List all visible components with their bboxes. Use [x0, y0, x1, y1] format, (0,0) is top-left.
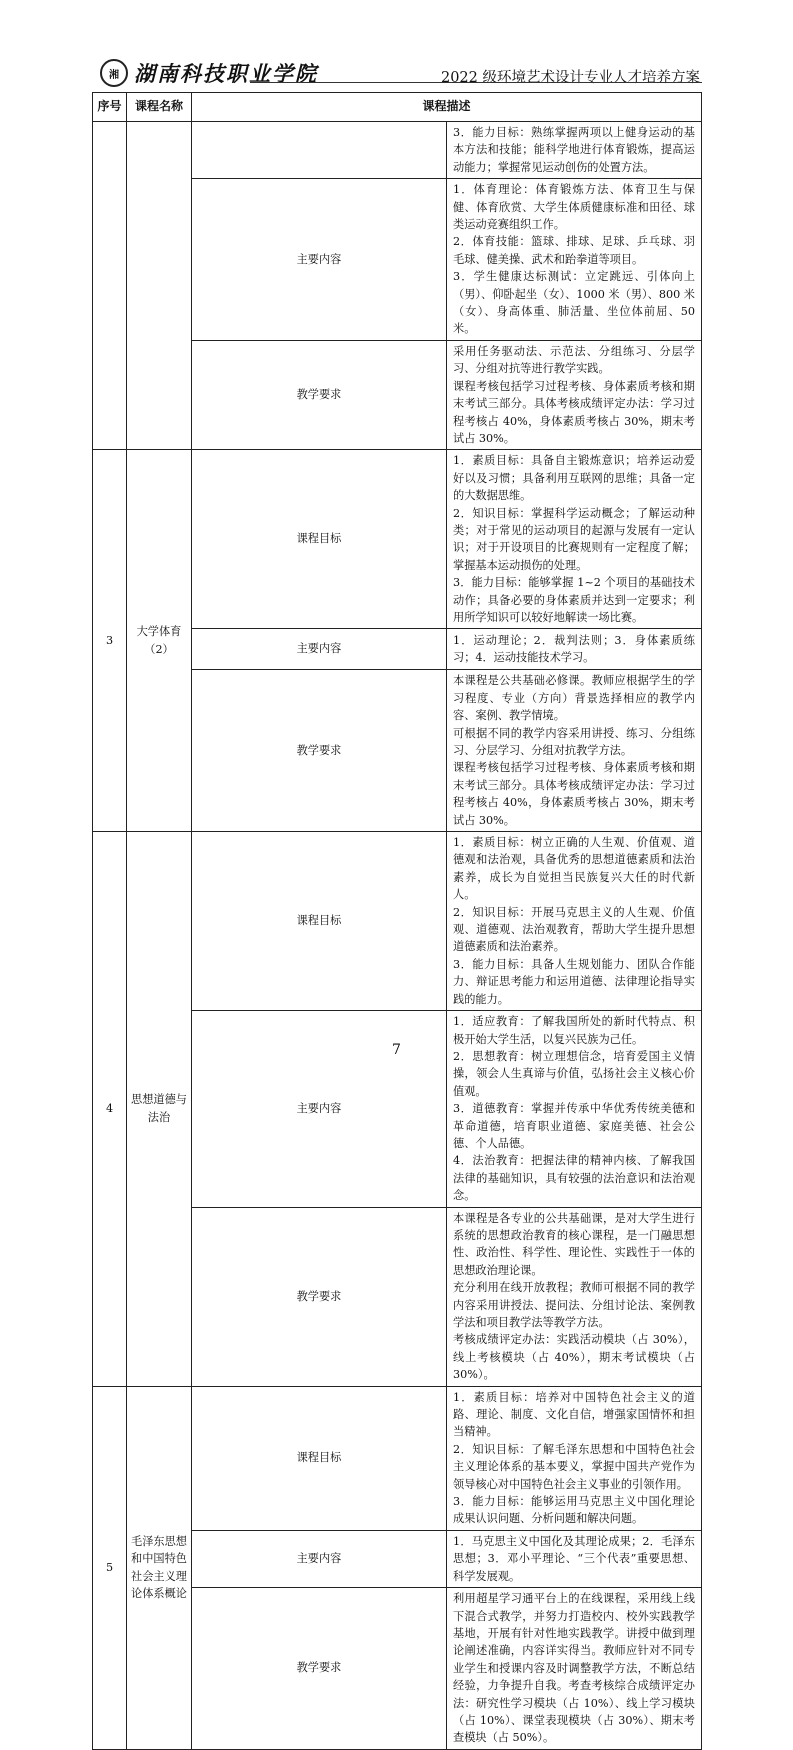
desc-line: 3．能力目标：熟练掌握两项以上健身运动的基本方法和技能；能科学地进行体育锻炼，提高运动能力；掌握常见运动创伤的处置方法。 — [453, 126, 695, 174]
req-label: 教学要求 — [192, 1207, 447, 1386]
desc-line: 1．体育理论：体育锻炼方法、体育卫生与保健、体育欣赏、大学生体质健康标准和田径、球类运动竞赛组织工作。 — [453, 183, 695, 232]
goals-cell — [447, 122, 702, 179]
row-no-cell — [93, 122, 127, 450]
desc-line: 1．素质目标：具备自主锻炼意识；培养运动爱好以及习惯；具备利用互联网的思维；具备一定的大数据思维。 — [453, 454, 695, 503]
row-name-cell — [127, 122, 192, 450]
table-row — [93, 122, 702, 179]
desc-line: 2．知识目标：开展马克思主义的人生观、价值观、道德观、法治观教育，帮助大学生提升思想道德素质和法治素养。 — [453, 905, 695, 954]
goal-label: 课程目标 — [192, 450, 447, 629]
desc-line: 2．知识目标：了解毛泽东思想和中国特色社会主义理论体系的基本要义，掌握中国共产党作为领导核心对中国特色社会主义事业的引领作用。 — [453, 1442, 695, 1491]
desc-line: 1．素质目标：树立正确的人生观、价值观、道德观和法治观，具备优秀的思想道德素质和法治素养，成长为自觉担当民族复兴大任的时代新人。 — [453, 836, 695, 902]
desc-line: 2．思想教育：树立理想信念，培育爱国主义情操，领会人生真谛与价值，弘扬社会主义核心价值观。 — [453, 1049, 695, 1098]
desc-line: 课程考核包括学习过程考核、身体素质考核和期末考试三部分。具体考核成绩评定办法：学习过程考核占 40%，身体素质考核占 30%，期末考试占 30%。 — [453, 379, 695, 445]
desc-line: 3．能力目标：能够运用马克思主义中国化理论成果认识问题、分析问题和解决问题。 — [453, 1495, 695, 1526]
desc-line: 2．知识目标：掌握科学运动概念；了解运动种类；对于常见的运动项目的起源与发展有一定认识；对于开设项目的比赛规则有一定程度了解；掌握基本运动损伤的处理。 — [453, 506, 695, 572]
content-label: 主要内容 — [192, 1011, 447, 1207]
header-course-name: 课程名称 — [127, 93, 192, 122]
req-cell — [447, 340, 702, 449]
req-label: 教学要求 — [192, 1588, 447, 1750]
row-no: 5 — [93, 1386, 127, 1749]
desc-line: 利用超星学习通平台上的在线课程，采用线上线下混合式教学，并努力打造校内、校外实践教学基地，开展有针对性地实践教学。讲授中做到理论阐述准确，内容详实得当。教师应针对不同专业学生和授课内容及时调整教学方法，不断总结经验，力争提升自我。考查考核综合成绩评定办法：研究性学习模块（占 10%）、线上学习模块（占 10%）、课堂表现模块（占 30%）、期末考查模块（占 50%）。 — [453, 1592, 695, 1745]
desc-line: 2．体育技能：篮球、排球、足球、乒乓球、羽毛球、健美操、武术和跆拳道等项目。 — [453, 235, 695, 266]
content-label: 主要内容 — [192, 1530, 447, 1587]
desc-line: 本课程是各专业的公共基础课，是对大学生进行系统的思想政治教育的核心课程，是一门融思想性、政治性、科学性、理论性、实践性于一体的思想政治理论课。 — [453, 1211, 695, 1277]
req-cell — [447, 1588, 702, 1750]
header-rule — [250, 82, 702, 83]
req-cell — [447, 670, 702, 832]
header-no: 序号 — [93, 93, 127, 122]
goals-cell — [447, 450, 702, 629]
content-label: 主要内容 — [192, 179, 447, 341]
desc-line: 3．学生健康达标测试：立定跳远、引体向上（男）、仰卧起坐（女）、1000 米（男）、800 米（女）、身高体重、肺活量、坐位体前屈、50 米。 — [453, 270, 695, 336]
header-course-desc: 课程描述 — [192, 93, 702, 122]
desc-line: 4．法治教育：把握法律的精神内核、了解我国法律的基础知识，具有较强的法治意识和法治观念。 — [453, 1154, 695, 1203]
desc-line: 本课程是公共基础必修课。教师应根据学生的学习程度、专业（方向）背景选择相应的教学内容、案例、教学情境。 — [453, 674, 695, 723]
school-name: 湖南科技职业学院 — [134, 61, 318, 86]
desc-line: 3．道德教育：掌握并传承中华优秀传统美德和革命道德，培育职业道德、家庭美德、社会公德、个人品德。 — [453, 1102, 695, 1150]
content-cell — [447, 1011, 702, 1207]
goals-cell — [447, 832, 702, 1011]
desc-line: 3．能力目标：能够掌握 1~2 个项目的基础技术动作；具备必要的身体素质并达到一定要求；利用所学知识可以较好地解读一场比赛。 — [453, 576, 695, 624]
school-seal-icon: 湘 — [100, 59, 128, 87]
table-row — [93, 450, 702, 629]
desc-line: 1．素质目标：培养对中国特色社会主义的道路、理论、制度、文化自信，增强家国情怀和担当精神。 — [453, 1390, 695, 1439]
row-no: 3 — [93, 450, 127, 832]
content-label: 主要内容 — [192, 629, 447, 670]
desc-line: 1．马克思主义中国化及其理论成果；2．毛泽东思想；3．邓小平理论、“三个代表”重要思想、科学发展观。 — [453, 1534, 695, 1583]
desc-line: 课程考核包括学习过程考核、身体素质考核和期末考试三部分。具体考核成绩评定办法：学习过程考核占 40%，身体素质考核占 30%，期末考试占 30%。 — [453, 761, 695, 827]
course-name: 思想道德与法治 — [127, 832, 192, 1387]
desc-line: 充分利用在线开放教程；教师可根据不同的教学内容采用讲授法、提问法、分组讨论法、案例教学法和项目教学法等教学方法。 — [453, 1281, 695, 1329]
content-cell — [447, 629, 702, 670]
table-header-row — [93, 93, 702, 122]
content-cell — [447, 179, 702, 341]
desc-line: 可根据不同的教学内容采用讲授、练习、分组练习、分层学习、分组对抗教学方法。 — [453, 726, 695, 757]
goal-label: 课程目标 — [192, 1386, 447, 1530]
goals-cell — [447, 1386, 702, 1530]
table-row — [93, 832, 702, 1011]
req-label: 教学要求 — [192, 670, 447, 832]
desc-line: 采用任务驱动法、示范法、分组练习、分层学习、分组对抗等进行教学实践。 — [453, 344, 695, 376]
desc-line: 考核成绩评定办法：实践活动模块（占 30%），线上考核模块（占 40%），期末考试模块（占 30%）。 — [453, 1333, 695, 1382]
label-cell — [192, 122, 447, 179]
table-row — [93, 1386, 702, 1530]
goal-label: 课程目标 — [192, 832, 447, 1011]
content-cell — [447, 1530, 702, 1587]
desc-line: 1．运动理论；2．裁判法则；3．身体素质练习；4．运动技能技术学习。 — [453, 633, 695, 665]
page-number: 7 — [392, 1042, 401, 1058]
desc-line: 1．适应教育：了解我国所处的新时代特点、积极开始大学生活，以复兴民族为己任。 — [453, 1015, 695, 1046]
course-name: 大学体育（2） — [127, 450, 192, 832]
desc-line: 3．能力目标：具备人生规划能力、团队合作能力、辩证思考能力和运用道德、法律理论指导实践的能力。 — [453, 957, 695, 1006]
school-logo — [100, 58, 318, 88]
req-label: 教学要求 — [192, 340, 447, 449]
course-name: 毛泽东思想和中国特色社会主义理论体系概论 — [127, 1386, 192, 1749]
course-table — [92, 92, 702, 1750]
req-cell — [447, 1207, 702, 1386]
row-no: 4 — [93, 832, 127, 1387]
document-title: 2022 级环境艺术设计专业人才培养方案 — [440, 70, 700, 86]
page-header — [100, 58, 700, 88]
